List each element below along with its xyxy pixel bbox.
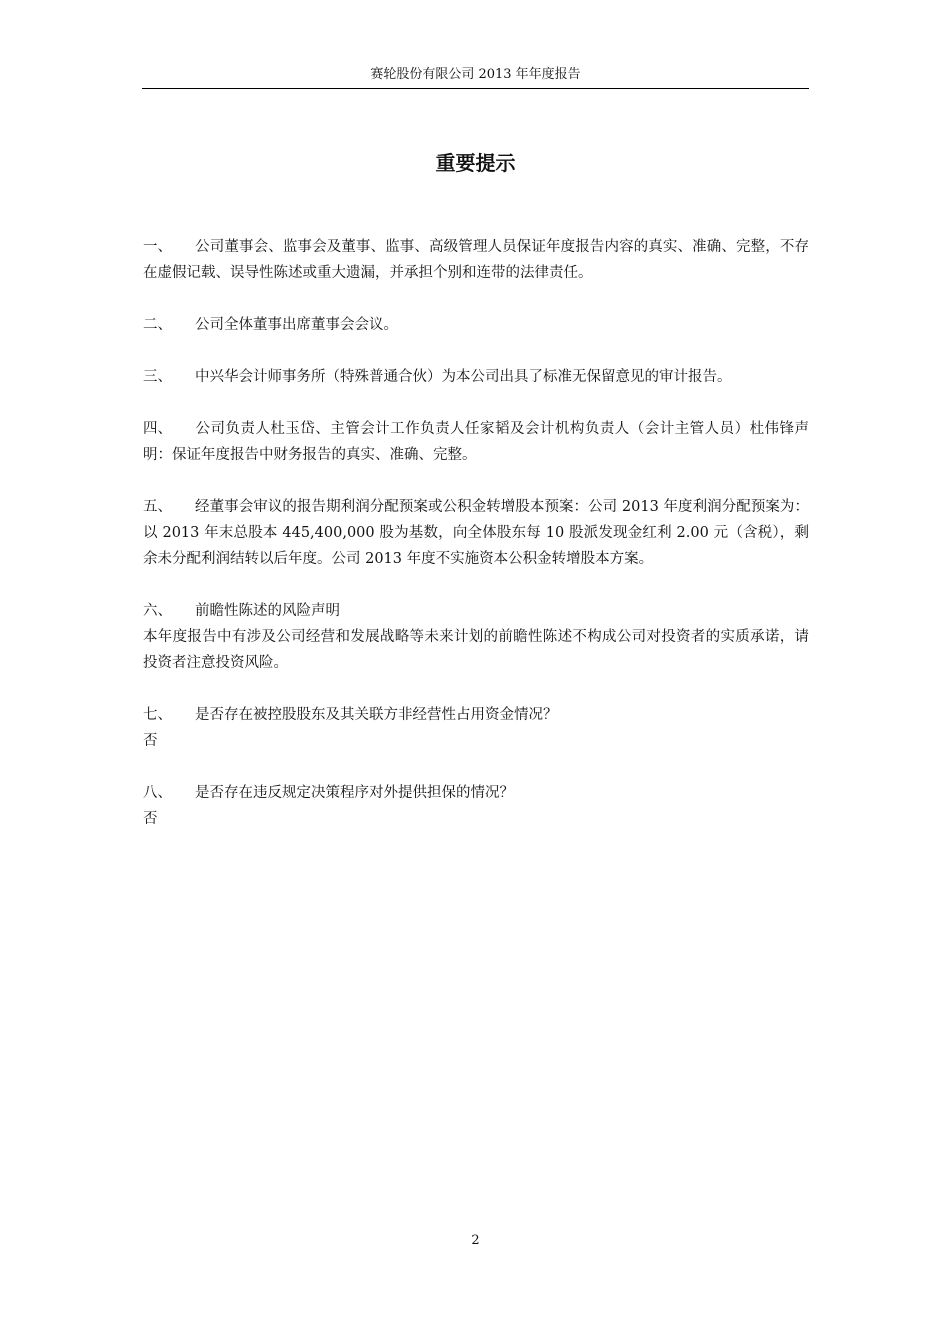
item-number: 一、 (143, 239, 172, 255)
notice-item-text (143, 494, 809, 572)
page-title: 重要提示 (435, 151, 516, 175)
notice-item-7 (143, 702, 809, 754)
item-answer: 否 (143, 733, 158, 749)
page-number: 2 (471, 1233, 480, 1248)
item-statement: 经董事会审议的报告期利润分配预案或公积金转增股本预案：公司 2013 年度利润分配预案为：以 2013 年末总股本 445,400,000 股为基数，向全体股东每 10 股派发现金红利 2.00 元（含税），剩余未分配利润结转以后年度。公司 2013 年度不实施资本公积金转增股本方案。 (143, 499, 809, 567)
running-header: 赛轮股份有限公司 2013 年年度报告 (370, 67, 581, 82)
item-number: 三、 (143, 369, 172, 385)
item-statement: 中兴华会计师事务所（特殊普通合伙）为本公司出具了标准无保留意见的审计报告。 (195, 369, 732, 385)
notice-item-1 (143, 234, 809, 286)
item-number: 四、 (143, 421, 172, 437)
item-number: 五、 (143, 499, 172, 515)
item-question: 是否存在被控股股东及其关联方非经营性占用资金情况？ (195, 707, 558, 723)
notice-item-2 (143, 312, 809, 338)
notice-item-5 (143, 494, 809, 572)
item-statement: 公司董事会、监事会及董事、监事、高级管理人员保证年度报告内容的真实、准确、完整，不存在虚假记载、误导性陈述或重大遗漏，并承担个别和连带的法律责任。 (143, 239, 809, 281)
header-rule (142, 88, 809, 89)
item-number: 八、 (143, 785, 172, 801)
notice-body (143, 234, 809, 858)
notice-item-3 (143, 364, 809, 390)
notice-item-4 (143, 416, 809, 468)
item-statement: 公司负责人杜玉岱、主管会计工作负责人任家韬及会计机构负责人（会计主管人员）杜伟锋声明：保证年度报告中财务报告的真实、准确、完整。 (143, 421, 809, 463)
notice-item-text (143, 416, 809, 468)
item-statement: 公司全体董事出席董事会会议。 (195, 317, 398, 333)
item-answer: 否 (143, 811, 158, 827)
item-question: 是否存在违反规定决策程序对外提供担保的情况？ (195, 785, 514, 801)
item-detail: 本年度报告中有涉及公司经营和发展战略等未来计划的前瞻性陈述不构成公司对投资者的实质承诺，请投资者注意投资风险。 (143, 629, 809, 671)
item-number: 二、 (143, 317, 172, 333)
notice-item-heading (143, 598, 809, 624)
item-statement: 前瞻性陈述的风险声明 (195, 603, 340, 619)
item-number: 六、 (143, 603, 172, 619)
notice-item-8 (143, 780, 809, 832)
notice-item-heading (143, 702, 809, 728)
notice-item-heading (143, 780, 809, 806)
notice-item-6 (143, 598, 809, 676)
notice-item-text (143, 364, 809, 390)
notice-item-text (143, 312, 809, 338)
item-number: 七、 (143, 707, 172, 723)
notice-item-text (143, 234, 809, 286)
